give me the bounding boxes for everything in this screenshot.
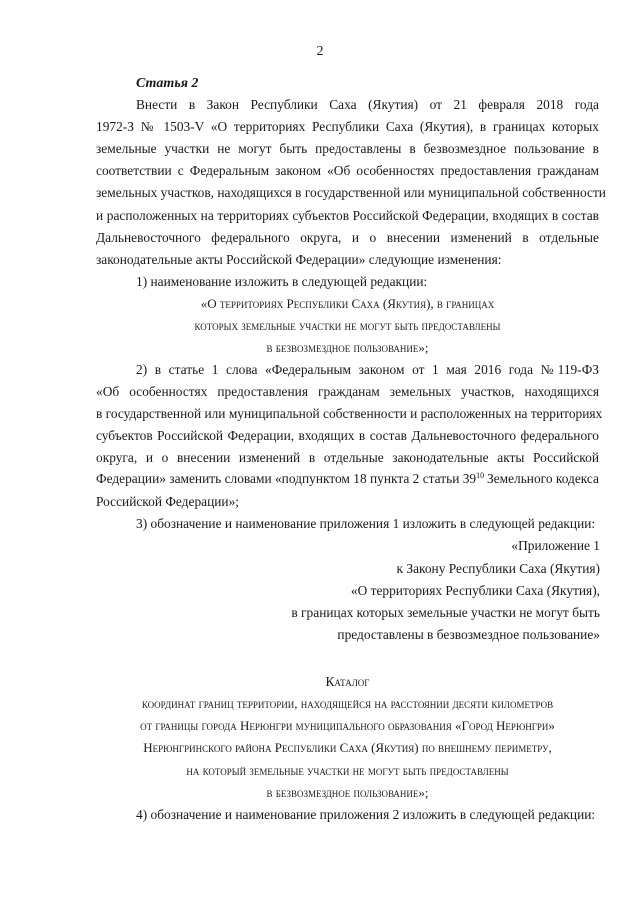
catalog-line-2: от границы города Нерюнгри муниципального образования «Город Нерюнгри» xyxy=(140,718,555,733)
appendix-line-4: в границах которых земельные участки не могут быть xyxy=(291,605,600,620)
appendix-line-3: «О территориях Республики Саха (Якутия), xyxy=(350,583,600,598)
item-3: 3) обозначение и наименование приложения 1 изложить в следующей редакции: xyxy=(136,516,596,531)
catalog-heading: Каталог xyxy=(325,674,370,689)
catalog-line-4: на который земельные участки не могут быть предоставлены xyxy=(186,763,509,778)
catalog-line-1: координат границ территории, находящейся на расстоянии десяти километров xyxy=(141,696,554,711)
intro-line-7: Дальневосточного федерального округа, и о внесении изменений в отдельные xyxy=(96,230,599,245)
intro-line-2: 1972-З № 1503-V «О территориях Республики Саха (Якутия), в границах которых xyxy=(96,119,599,134)
item-2-line-6 xyxy=(96,472,599,485)
item-1: 1) наименование изложить в следующей редакции: xyxy=(136,274,428,289)
intro-line-1: Внести в Закон Республики Саха (Якутия) от 21 февраля 2018 года xyxy=(136,97,599,112)
item-2-line-5: округа, и о внесении изменений в отдельные законодательные акты Российской xyxy=(96,450,599,465)
item-1-title-line-2: которых земельные участки не могут быть предоставлены xyxy=(194,318,501,333)
item-4: 4) обозначение и наименование приложения 2 изложить в следующей редакции: xyxy=(136,807,596,822)
appendix-line-1: «Приложение 1 xyxy=(511,538,600,553)
article-title: Статья 2 xyxy=(136,76,199,91)
item-2-line-6-superscript: 10 xyxy=(476,471,485,480)
catalog-line-3: Нерюнгринского района Республики Саха (Якутия) по внешнему периметру, xyxy=(143,740,552,755)
item-2-line-3: в государственной или муниципальной собственности и расположенных на территориях xyxy=(96,406,603,421)
item-1-title-line-3: в безвозмездное пользование»; xyxy=(266,340,429,355)
intro-line-5: земельных участков, находящихся в государственной или муниципальной собственности xyxy=(96,185,606,200)
intro-line-6: и расположенных на территориях субъектов Российской Федерации, входящих в состав xyxy=(96,208,599,223)
intro-line-3: земельные участки не могут быть предоставлены в безвозмездное пользование в xyxy=(96,141,599,156)
intro-line-8: законодательные акты Российской Федерации» следующие изменения: xyxy=(96,252,502,267)
item-2-line-6-text-b: Земельного кодекса xyxy=(486,471,599,486)
item-2-line-1: 2) в статье 1 слова «Федеральным законом от 1 мая 2016 года №119-ФЗ xyxy=(136,362,599,377)
item-2-line-4: субъектов Российской Федерации, входящих в состав Дальневосточного федерального xyxy=(96,428,599,443)
appendix-line-2: к Закону Республики Саха (Якутия) xyxy=(396,561,600,576)
intro-line-4: соответствии с Федеральным законом «Об особенностях предоставления гражданам xyxy=(96,163,599,178)
item-2-line-2: «Об особенностях предоставления гражданам земельных участков, находящихся xyxy=(96,384,599,399)
item-2-line-7: Российской Федерации»; xyxy=(96,494,239,509)
catalog-line-5: в безвозмездное пользование»; xyxy=(266,785,429,800)
item-2-line-6-text-a: Федерации» заменить словами «подпунктом 18 пункта 2 статьи 39 xyxy=(96,471,477,486)
item-1-title-line-1: «О территориях Республики Саха (Якутия), в границах xyxy=(200,296,495,311)
page-number: 2 xyxy=(316,44,324,59)
appendix-line-5: предоставлены в безвозмездное пользование» xyxy=(337,627,600,642)
